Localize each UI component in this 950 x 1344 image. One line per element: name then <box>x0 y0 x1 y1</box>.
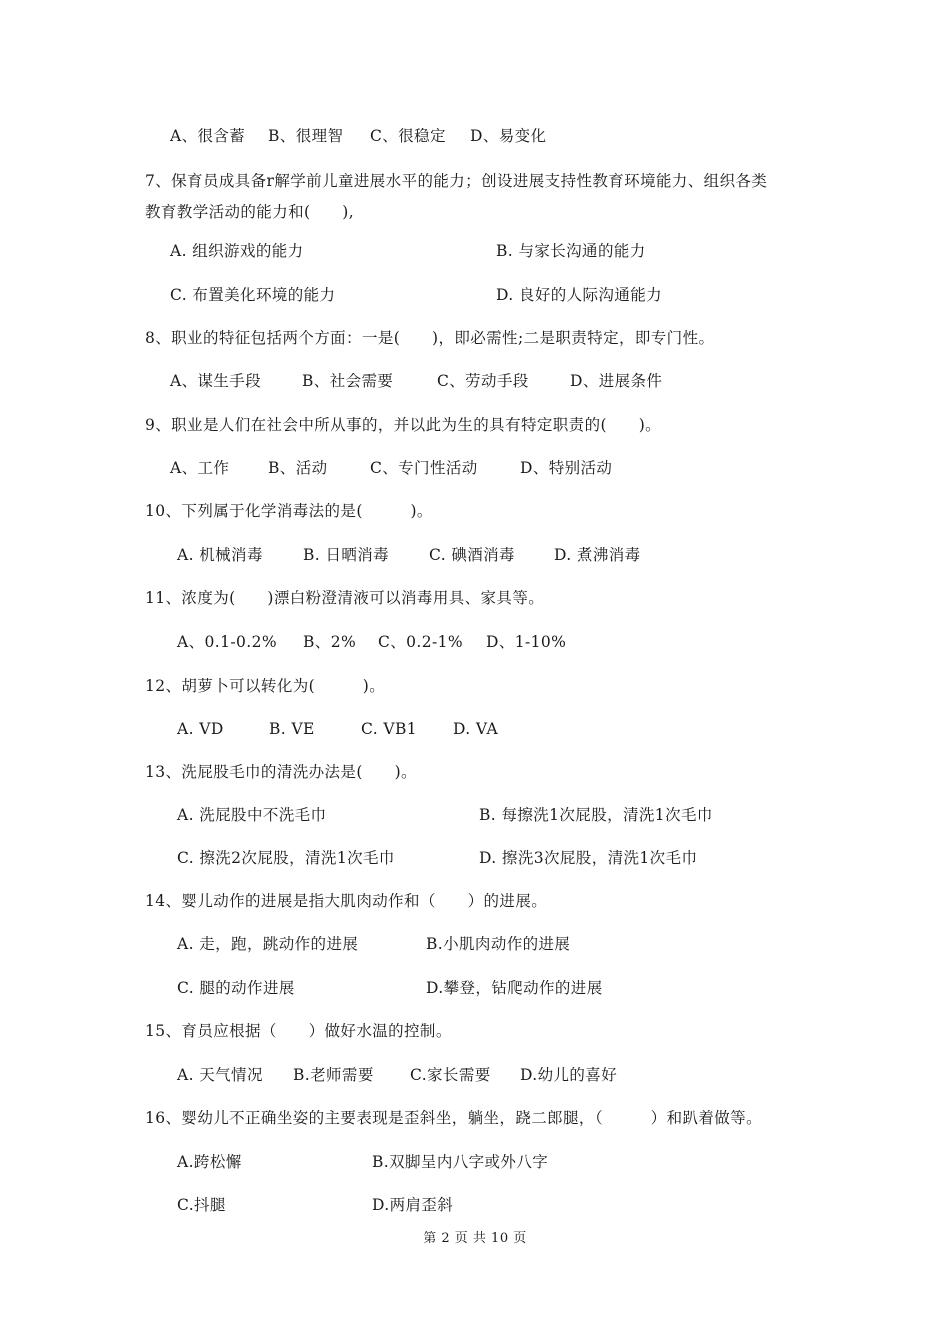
answer-option: B. 每擦洗1次屁股，清洗1次毛巾 <box>479 806 713 824</box>
answer-option: C. 腿的动作进展 <box>177 979 295 997</box>
answer-option: C、劳动手段 <box>437 372 529 390</box>
question-text: 14、婴儿动作的进展是指大肌肉动作和（ ）的进展。 <box>145 892 548 910</box>
answer-option: C、专门性活动 <box>370 459 478 477</box>
answer-option: A.跨松懈 <box>177 1153 242 1171</box>
answer-option: A、谋生手段 <box>170 372 262 390</box>
answer-option: C、0.2-1% <box>378 633 464 651</box>
page-footer: 第 2 页 共 10 页 <box>423 1231 527 1246</box>
question-text: 15、育员应根据（ ）做好水温的控制。 <box>145 1022 452 1040</box>
answer-option: A. 组织游戏的能力 <box>170 242 304 260</box>
answer-option: A. 机械消毒 <box>177 546 263 564</box>
answer-option: B. 与家长沟通的能力 <box>496 242 646 260</box>
answer-option: B. 日晒消毒 <box>303 546 390 564</box>
answer-option: B、2% <box>303 633 357 651</box>
answer-option: A. 洗屁股中不洗毛巾 <box>177 806 327 824</box>
question-text: 7、保育员成具备r解学前儿童进展水平的能力；创设进展支持性教育环境能力、组织各类 <box>145 172 768 190</box>
answer-option: B.老师需要 <box>293 1066 374 1084</box>
question-text: 教育教学活动的能力和( ), <box>145 203 355 221</box>
answer-option: D、1-10% <box>486 633 567 651</box>
answer-option: A、工作 <box>170 459 230 477</box>
answer-option: B. VE <box>269 720 315 738</box>
answer-option: A. VD <box>177 720 224 738</box>
answer-option: D. VA <box>453 720 499 738</box>
answer-option: D.两肩歪斜 <box>372 1196 454 1214</box>
question-text: 8、职业的特征包括两个方面：一是( )，即必需性;二是职责特定，即专门性。 <box>145 329 715 347</box>
answer-option: C. 擦洗2次屁股，清洗1次毛巾 <box>177 849 395 867</box>
answer-option: C、很稳定 <box>370 127 446 145</box>
answer-option: C. VB1 <box>361 720 418 738</box>
answer-option: A、0.1-0.2% <box>177 633 277 651</box>
answer-option: B、活动 <box>268 459 328 477</box>
answer-option: D.幼儿的喜好 <box>520 1066 618 1084</box>
answer-option: A. 天气情况 <box>177 1066 263 1084</box>
question-text: 10、下列属于化学消毒法的是( )。 <box>145 502 433 520</box>
question-text: 12、胡萝卜可以转化为( )。 <box>145 677 386 695</box>
answer-option: C. 碘酒消毒 <box>429 546 515 564</box>
answer-option: D、进展条件 <box>570 372 663 390</box>
question-text: 16、婴幼儿不正确坐姿的主要表现是歪斜坐，躺坐，跷二郎腿，（ ）和趴着做等。 <box>145 1109 762 1127</box>
question-text: 13、洗屁股毛巾的清洗办法是( )。 <box>145 763 417 781</box>
answer-option: B、很理智 <box>268 127 344 145</box>
answer-option: D、易变化 <box>470 127 547 145</box>
answer-option: A、很含蓄 <box>170 127 246 145</box>
answer-option: B.双脚呈内八字或外八字 <box>372 1153 549 1171</box>
answer-option: D. 良好的人际沟通能力 <box>496 286 663 304</box>
answer-option: A. 走，跑，跳动作的进展 <box>177 935 359 953</box>
answer-option: D. 煮沸消毒 <box>554 546 641 564</box>
answer-option: C.家长需要 <box>410 1066 491 1084</box>
answer-option: C.抖腿 <box>177 1196 226 1214</box>
answer-option: D. 擦洗3次屁股，清洗1次毛巾 <box>479 849 698 867</box>
answer-option: B.小肌肉动作的进展 <box>426 935 571 953</box>
question-text: 11、浓度为( )漂白粉澄清液可以消毒用具、家具等。 <box>145 589 545 607</box>
answer-option: D、特别活动 <box>520 459 613 477</box>
answer-option: C. 布置美化环境的能力 <box>170 286 336 304</box>
question-text: 9、职业是人们在社会中所从事的，并以此为生的具有特定职责的( )。 <box>145 416 662 434</box>
answer-option: D.攀登，钻爬动作的进展 <box>426 979 603 997</box>
answer-option: B、社会需要 <box>302 372 394 390</box>
